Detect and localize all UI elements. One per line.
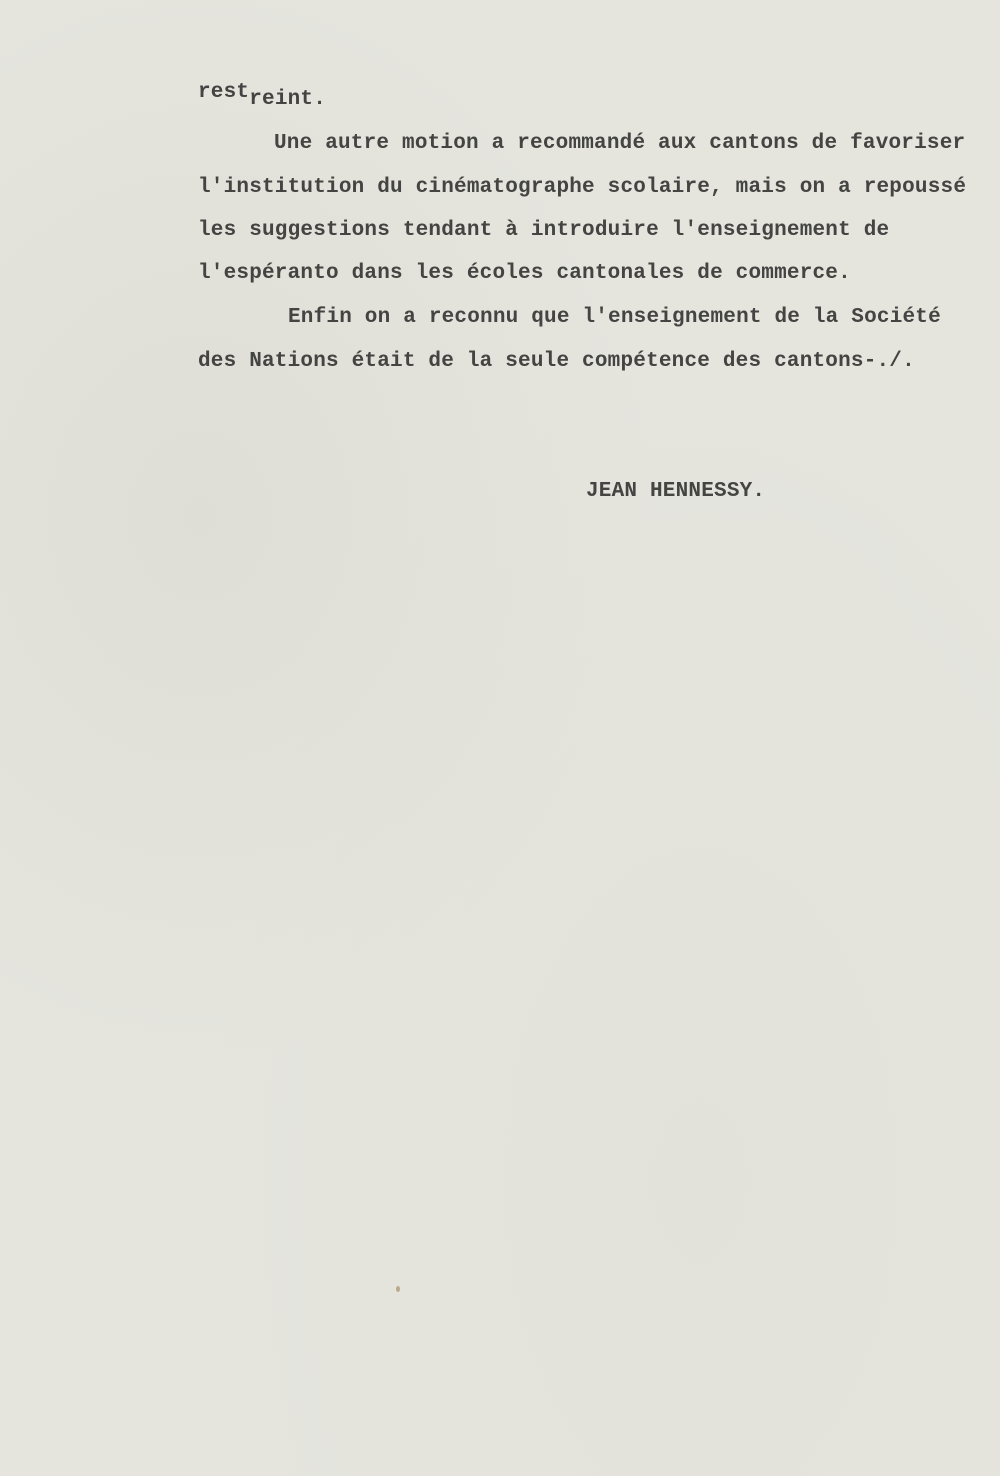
paragraph2-line1: Enfin on a reconnu que l'enseignement de la Société <box>288 306 941 329</box>
paragraph2-line2: des Nations était de la seule compétence des cantons-./. <box>198 350 915 373</box>
paper-stain <box>396 1286 400 1292</box>
paragraph1-line1: Une autre motion a recommandé aux cantons de favoriser <box>274 132 966 155</box>
text-fragment-raised: rest <box>198 81 250 104</box>
text-fragment: reint. <box>249 88 327 111</box>
paragraph1-line2: l'institution du cinématographe scolaire, mais on a repoussé <box>198 176 967 199</box>
paragraph1-line3: les suggestions tendant à introduire l'enseignement de <box>198 219 890 242</box>
text-line-restreint <box>198 81 327 111</box>
paragraph1-line4: l'espéranto dans les écoles cantonales de commerce. <box>198 262 851 285</box>
signature: JEAN HENNESSY. <box>586 480 766 503</box>
